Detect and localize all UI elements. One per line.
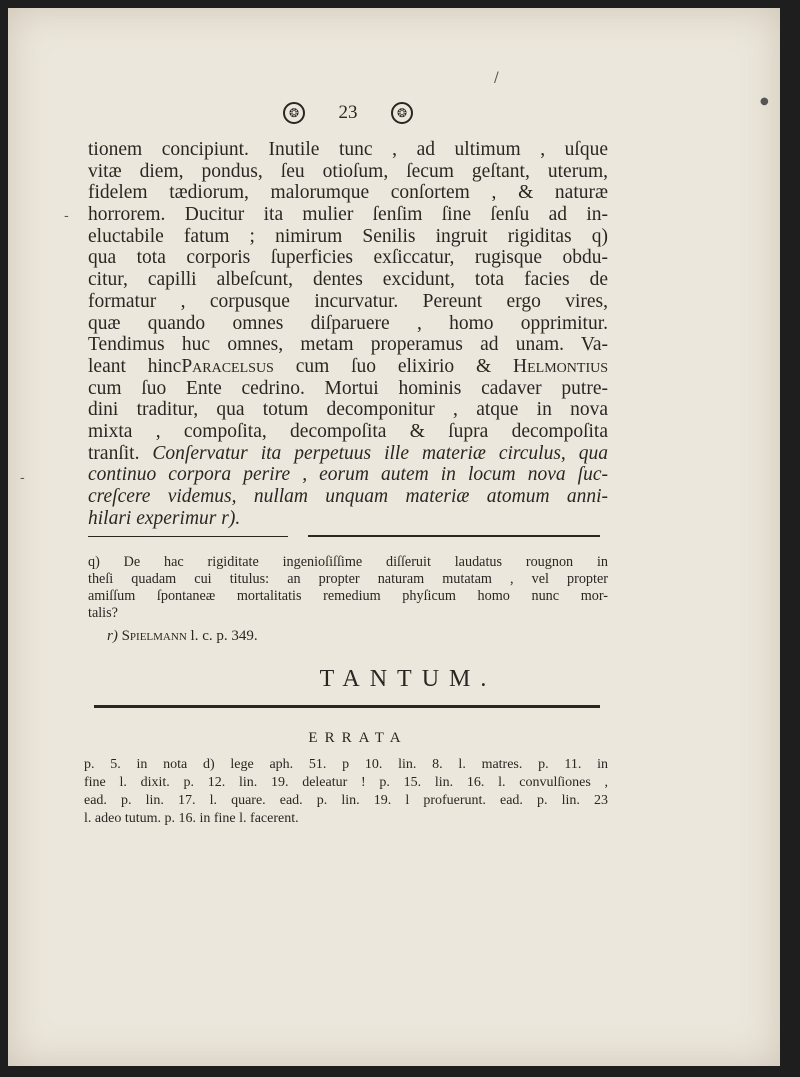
text-line: quæ quando omnes diſparuere , homo opprimitur. (88, 312, 608, 334)
errata-line: ead. p. lin. 17. l. quare. ead. p. lin. 19. l profuerunt. ead. p. lin. 23 (84, 793, 608, 808)
footnotes (88, 554, 608, 622)
footnote-line: amiſſum ſpontaneæ mortalitatis remedium phyſicum homo nunc mor- (88, 588, 608, 604)
text-line: continuo corpora perire , eorum autem in locum nova ſuc- (88, 464, 608, 486)
text-line: tionem concipiunt. Inutile tunc , ad ultimum , uſque (88, 139, 608, 160)
finis-heading: TANTUM. (319, 666, 497, 692)
text-line: horrorem. Ducitur ita mulier ſenſim ſine ſenſu ad in- (88, 204, 608, 226)
ornament-icon: ❂ (283, 102, 305, 124)
footnote-line: q) De hac rigiditate ingenioſiſſime diſſeruit laudatus rougnon in (88, 554, 608, 570)
footnote-line: talis? (88, 605, 118, 621)
errata-line: fine l. dixit. p. 12. lin. 19. deleatur ! p. 15. lin. 16. l. convulſiones , (84, 775, 608, 790)
divider-rule (308, 535, 600, 537)
footnote-r (107, 628, 258, 645)
footnote-ref: l. c. p. 349. (190, 628, 258, 644)
ornament-icon: ❂ (391, 102, 413, 124)
text-line: hilari experimur r). (88, 507, 241, 529)
text-line: vitæ diem, pondus, ſeu otioſum, ſecum geſtant, uterum, (88, 160, 608, 182)
text-segment: tranſit. (88, 442, 140, 464)
text-line (88, 443, 608, 465)
text-line: citur, capilli albeſcunt, dentes excidunt, tota facies de (88, 269, 608, 291)
text-line: formatur , corpusque incurvatur. Pereunt ergo vires, (88, 290, 608, 312)
text-line: Tendimus huc omnes, metam properamus ad unam. Va- (88, 334, 608, 356)
text-segment: leant hinc (88, 355, 182, 377)
page-header (283, 100, 413, 126)
footnote-line: theſi quadam cui titulus: an propter naturam mutatam , vel propter (88, 571, 608, 587)
footnote-label: r) (107, 628, 118, 644)
errata-title: ERRATA (308, 730, 408, 746)
author-name-paracelsus: Paracelsus (181, 355, 274, 377)
text-line: qua tota corporis ſuperficies exſiccatur, rugisque obdu- (88, 247, 608, 269)
main-text (88, 139, 608, 529)
margin-mark: - (20, 470, 25, 486)
text-line: creſcere videmus, nullam unquam materiæ atomum anni- (88, 486, 608, 507)
errata-line: l. adeo tutum. p. 16. in fine l. facerent. (84, 811, 299, 826)
text-segment: cum ſuo elixirio & (295, 355, 492, 377)
divider-rule (88, 536, 288, 537)
ink-spot: ● (760, 96, 769, 107)
text-line: fidelem tædiorum, malorumque conſortem , & naturæ (88, 182, 608, 204)
text-line: mixta , compoſita, decompoſita & ſupra decompoſita (88, 420, 608, 442)
footnote-author: Spielmann (121, 628, 187, 644)
text-line: cum ſuo Ente cedrino. Mortui hominis cadaver putre- (88, 377, 608, 399)
errata-list (84, 756, 608, 828)
text-line: dini traditur, qua totum decomponitur , atque in nova (88, 399, 608, 421)
text-line (88, 356, 608, 378)
stray-mark: / (494, 70, 499, 86)
page-number: 23 (338, 102, 358, 123)
author-name-helmontius: Helmontius (513, 355, 609, 377)
divider-rule (94, 705, 600, 708)
book-page (8, 8, 780, 1066)
text-line: eluctabile fatum ; nimirum Senilis ingruit rigiditas q) (88, 225, 608, 247)
italic-segment: Conſervatur ita perpetuus ille materiæ circulus, qua (152, 442, 608, 464)
margin-mark: - (64, 208, 69, 224)
errata-line: p. 5. in nota d) lege aph. 51. p 10. lin. 8. l. matres. p. 11. in (84, 757, 608, 772)
